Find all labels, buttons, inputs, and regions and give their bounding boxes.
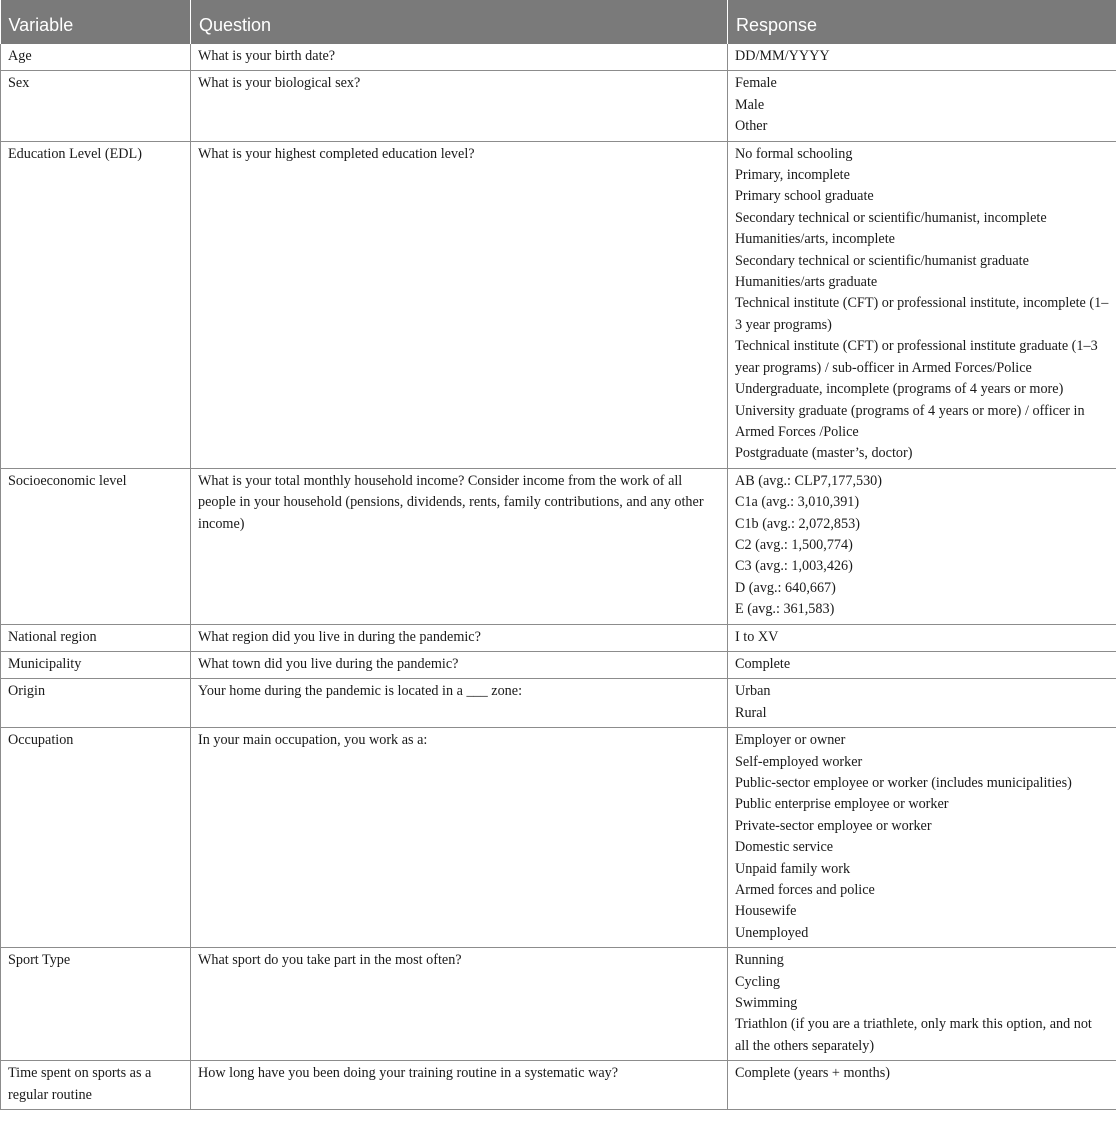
response-option: Private-sector employee or worker: [735, 817, 932, 834]
response-cell: [728, 71, 1116, 141]
response-option: Urban: [735, 683, 771, 700]
table-row: [1, 728, 1116, 948]
table-row: [1, 44, 1116, 71]
table-row: [1, 679, 1116, 728]
response-option: Secondary technical or scientific/humanist, incomplete: [735, 209, 1047, 226]
response-option: Postgraduate (master’s, doctor): [735, 445, 913, 462]
response-option: C1a (avg.: 3,010,391): [735, 494, 860, 511]
table-row: [1, 948, 1116, 1061]
response-cell: [728, 728, 1116, 948]
variable-cell: Age: [1, 44, 191, 71]
response-option: D (avg.: 640,667): [735, 579, 836, 596]
header-response: Response: [728, 0, 1116, 44]
variable-cell: Municipality: [1, 651, 191, 678]
variable-cell: Sport Type: [1, 948, 191, 1061]
response-cell: [728, 624, 1116, 651]
header-row: [1, 0, 1116, 44]
response-option: Female: [735, 75, 777, 92]
response-option: Employer or owner: [735, 732, 846, 749]
response-option: Unemployed: [735, 924, 809, 941]
question-cell: What is your birth date?: [191, 44, 728, 71]
response-option: Rural: [735, 704, 767, 721]
question-cell: In your main occupation, you work as a:: [191, 728, 728, 948]
header-question: Question: [191, 0, 728, 44]
response-option: University graduate (programs of 4 years or more) / officer in Armed Forces /Police: [735, 402, 1085, 440]
response-option: Armed forces and police: [735, 882, 875, 899]
response-option: Humanities/arts, incomplete: [735, 231, 895, 248]
response-cell: [728, 948, 1116, 1061]
table-header: [1, 0, 1116, 44]
response-option: Primary, incomplete: [735, 167, 850, 184]
question-cell: What is your biological sex?: [191, 71, 728, 141]
response-option: Public enterprise employee or worker: [735, 796, 949, 813]
response-option: Secondary technical or scientific/humanist graduate: [735, 252, 1029, 269]
question-cell: What town did you live during the pandemic?: [191, 651, 728, 678]
response-option: Humanities/arts graduate: [735, 274, 878, 291]
response-option: Swimming: [735, 995, 798, 1012]
table-row: [1, 1061, 1116, 1110]
response-option: I to XV: [735, 628, 779, 645]
variable-cell: Occupation: [1, 728, 191, 948]
variable-cell: Origin: [1, 679, 191, 728]
response-option: Running: [735, 952, 784, 969]
question-cell: What is your highest completed education level?: [191, 141, 728, 468]
response-option: Male: [735, 96, 765, 113]
response-cell: [728, 141, 1116, 468]
variable-cell: Socioeconomic level: [1, 468, 191, 624]
response-option: C1b (avg.: 2,072,853): [735, 515, 860, 532]
response-option: Unpaid family work: [735, 860, 851, 877]
response-option: Technical institute (CFT) or professional institute graduate (1–3 year programs) / sub-officer in Armed Forces/Police: [735, 338, 1098, 376]
response-option: E (avg.: 361,583): [735, 601, 835, 618]
response-option: No formal schooling: [735, 145, 853, 162]
table-row: [1, 624, 1116, 651]
response-cell: [728, 679, 1116, 728]
response-option: Public-sector employee or worker (includes municipalities): [735, 775, 1072, 791]
response-cell: [728, 468, 1116, 624]
response-option: Other: [735, 118, 768, 135]
response-option: Primary school graduate: [735, 188, 874, 205]
response-option: Complete: [735, 655, 791, 672]
response-option: Technical institute (CFT) or professional institute, incomplete (1–3 year programs): [735, 295, 1109, 333]
question-cell: How long have you been doing your training routine in a systematic way?: [191, 1061, 728, 1110]
question-cell: What is your total monthly household income? Consider income from the work of all people in your household (pensions, dividends, rents, family contributions, and any other income): [191, 468, 728, 624]
response-option: Undergraduate, incomplete (programs of 4 years or more): [735, 381, 1064, 398]
variable-cell: Time spent on sports as a regular routine: [1, 1061, 191, 1110]
header-variable: Variable: [1, 0, 191, 44]
response-cell: [728, 44, 1116, 71]
response-option: C2 (avg.: 1,500,774): [735, 536, 853, 553]
response-option: Cycling: [735, 973, 780, 990]
response-option: Domestic service: [735, 839, 834, 856]
question-cell: What region did you live in during the pandemic?: [191, 624, 728, 651]
response-cell: [728, 651, 1116, 678]
table-row: [1, 651, 1116, 678]
variable-cell: National region: [1, 624, 191, 651]
table-row: [1, 71, 1116, 141]
table-row: [1, 141, 1116, 468]
table-row: [1, 468, 1116, 624]
response-option: DD/MM/YYYY: [735, 48, 830, 64]
response-option: Complete (years + months): [735, 1065, 890, 1082]
response-option: Housewife: [735, 903, 797, 920]
response-option: C3 (avg.: 1,003,426): [735, 558, 853, 575]
question-cell: Your home during the pandemic is located in a ___ zone:: [191, 679, 728, 728]
response-option: Triathlon (if you are a triathlete, only mark this option, and not all the others separately): [735, 1016, 1092, 1054]
response-option: Self-employed worker: [735, 753, 863, 770]
response-option: AB (avg.: CLP7,177,530): [735, 472, 882, 489]
question-cell: What sport do you take part in the most often?: [191, 948, 728, 1061]
variable-cell: Education Level (EDL): [1, 141, 191, 468]
table-body: [1, 44, 1116, 1110]
response-cell: [728, 1061, 1116, 1110]
variable-cell: Sex: [1, 71, 191, 141]
